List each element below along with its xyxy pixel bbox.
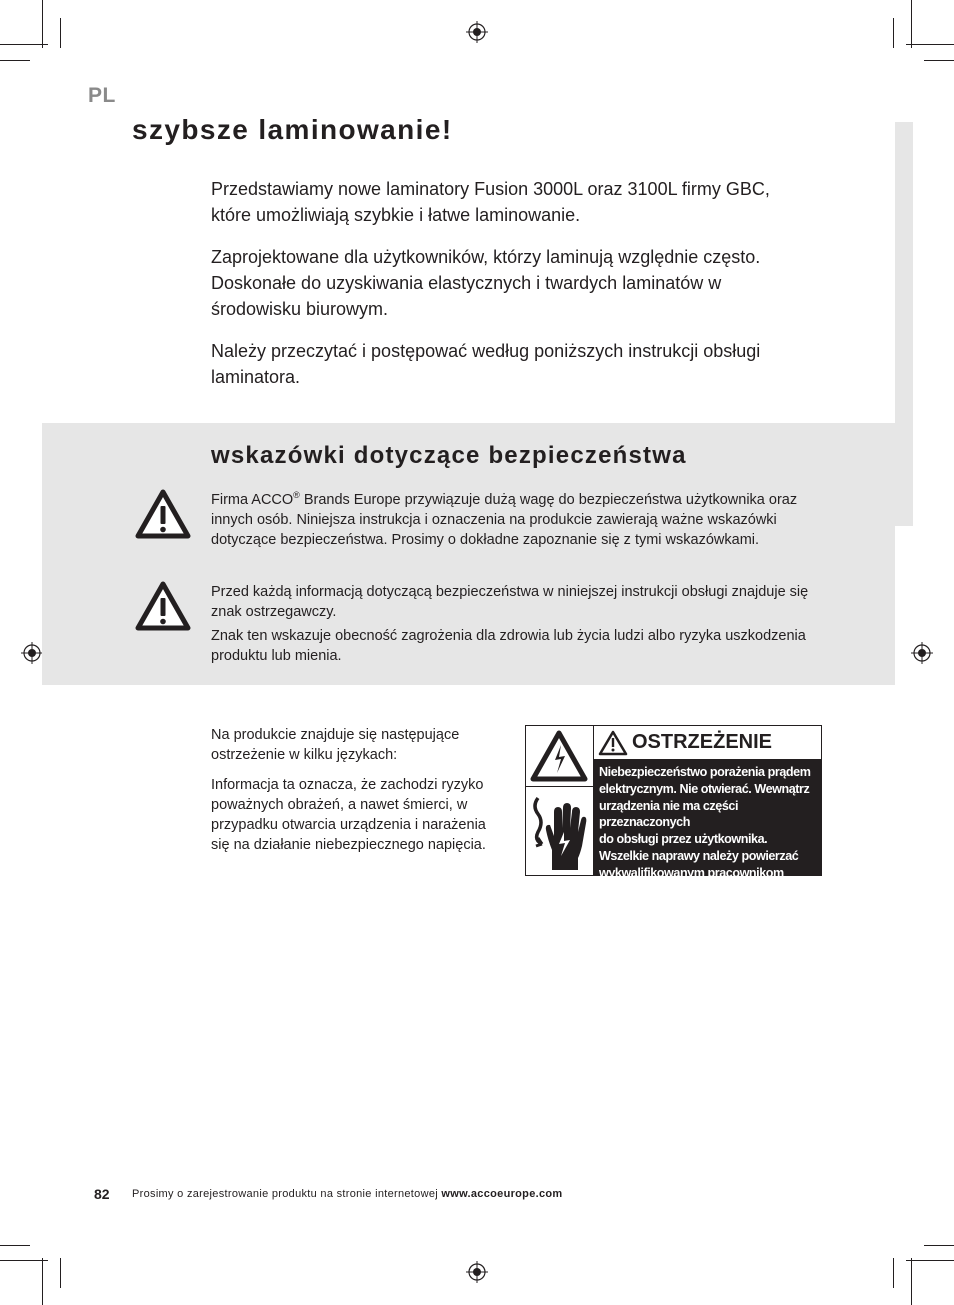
warning-triangle-icon: [135, 581, 191, 631]
crop-mark: [924, 1245, 954, 1246]
label-icon-cell: [526, 726, 593, 787]
registration-mark-icon: [466, 1261, 488, 1283]
language-code: PL: [88, 84, 116, 107]
crop-mark: [924, 60, 954, 61]
safety-text: Firma ACCO: [211, 492, 294, 508]
crop-mark: [0, 60, 30, 61]
crop-mark: [60, 1258, 61, 1288]
electric-hazard-icon: [530, 730, 588, 782]
label-heading: OSTRZEŻENIE: [632, 731, 773, 753]
crop-mark: [0, 1245, 30, 1246]
footer-url: www.accoeurope.com: [441, 1188, 563, 1200]
side-tab-bar: [895, 122, 913, 526]
warning-triangle-icon: [598, 730, 628, 756]
intro-paragraph: Przedstawiamy nowe laminatory Fusion 3000L oraz 3100L firmy GBC, które umożliwiają szybkie i łatwe laminowanie.: [211, 179, 770, 225]
crop-mark: [911, 1258, 912, 1305]
safety-info-block: [211, 582, 811, 670]
footer-text: Prosimy o zarejestrowanie produktu na stronie internetowej: [132, 1188, 442, 1200]
safety-text: Przed każdą informacją dotyczącą bezpieczeństwa w niniejszej instrukcji obsługi znajduje się znak ostrzegawczy.: [211, 584, 809, 620]
safety-info-block: [211, 490, 811, 554]
label-line: Wszelkie naprawy należy powierzać: [599, 848, 799, 863]
label-description: [211, 725, 501, 865]
footer-note: [132, 1188, 563, 1200]
crop-mark: [906, 44, 954, 45]
crop-mark: [42, 1258, 43, 1305]
label-description-text: Informacja ta oznacza, że zachodzi ryzyko poważnych obrażeń, a nawet śmierci, w przypadku otwarcia urządzenia i narażenia się na działanie niebezpiecznego napięcia.: [211, 777, 486, 853]
intro-text: [211, 176, 781, 406]
registration-mark-icon: [911, 642, 933, 664]
safety-text: Brands Europe przywiązuje dużą wagę do bezpieczeństwa użytkownika oraz innych osób. Niniejsza instrukcja i oznaczenia na produkcie zawierają ważne wskazówki dotyczące bezpieczeństwa. Prosimy o dokładne zapoznanie się z tymi wskazówkami.: [211, 492, 798, 548]
intro-paragraph: Należy przeczytać i postępować według poniższych instrukcji obsługi laminatora.: [211, 341, 761, 387]
crop-mark: [906, 1260, 954, 1261]
crop-mark: [0, 44, 48, 45]
registration-mark-icon: [21, 642, 43, 664]
crop-mark: [60, 18, 61, 48]
warning-triangle-icon: [135, 489, 191, 539]
crop-mark: [0, 1260, 48, 1261]
label-header: [594, 726, 821, 760]
crop-mark: [42, 0, 43, 48]
page-title: szybsze laminowanie!: [132, 114, 453, 145]
label-line: elektrycznym. Nie otwierać. Wewnątrz: [599, 781, 810, 796]
crop-mark: [893, 1258, 894, 1288]
hand-shock-icon: [530, 792, 588, 872]
page-number: 82: [94, 1186, 110, 1202]
label-description-text: Na produkcie znajduje się następujące ostrzeżenie w kilku językach:: [211, 727, 460, 763]
crop-mark: [911, 0, 912, 48]
label-body: [594, 760, 821, 897]
label-icon-column: [526, 726, 594, 875]
registration-mark-icon: [466, 21, 488, 43]
label-line: urządzenia nie ma części przeznaczonych: [599, 798, 738, 830]
crop-mark: [893, 18, 894, 48]
intro-paragraph: Zaprojektowane dla użytkowników, którzy laminują względnie często. Doskonałe do uzyskiwania elastycznych i twardych laminatów w środowisku biurowym.: [211, 247, 761, 319]
safety-title: wskazówki dotyczące bezpieczeństwa: [211, 442, 687, 469]
label-line: do obsługi przez użytkownika.: [599, 832, 768, 847]
label-line: wykwalifikowanym pracownikom serwisu.: [599, 865, 784, 897]
safety-text: Znak ten wskazuje obecność zagrożenia dla zdrowia lub życia ludzi albo ryzyka uszkodzenia produktu lub mienia.: [211, 628, 806, 664]
registered-mark: ®: [293, 490, 300, 501]
warning-label: [525, 725, 822, 897]
label-line: Niebezpieczeństwo porażenia prądem: [599, 765, 811, 779]
